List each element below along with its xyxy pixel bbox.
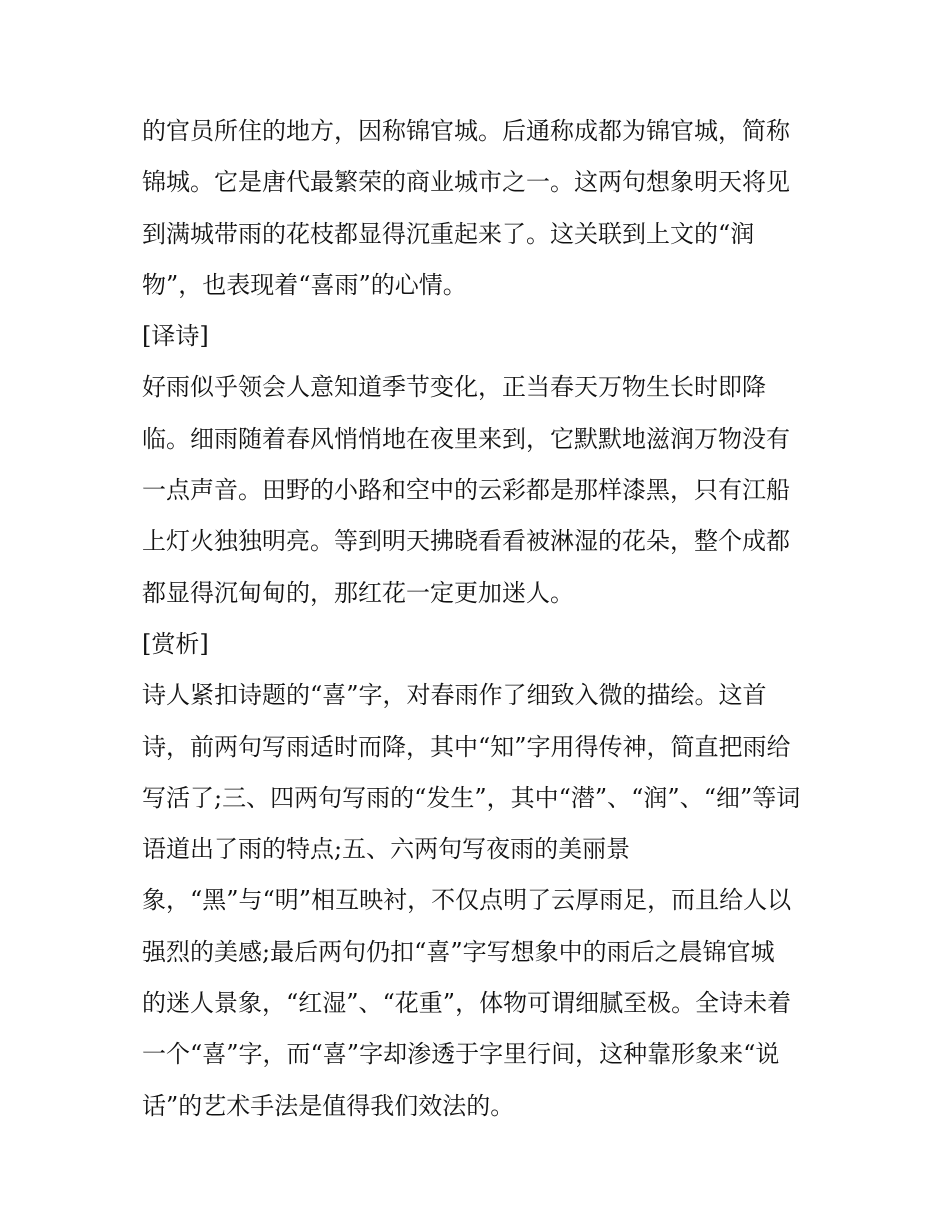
text-line: 的官员所住的地方，因称锦官城。后通称成都为锦官城，简称 — [142, 117, 790, 145]
text-line: 诗，前两句写雨适时而降，其中“知”字用得传神，简直把雨给 — [142, 732, 791, 761]
text-line: 写活了;三、四两句写雨的“发生”，其中“潜”、“润”、“细”等词 — [142, 783, 801, 812]
text-line: 象，“黑”与“明”相互映衬，不仅点明了云厚雨足，而且给人以 — [142, 886, 792, 915]
text-line: 强烈的美感;最后两句仍扣“喜”字写想象中的雨后之晨锦官城 — [142, 937, 775, 966]
text-line: 好雨似乎领会人意知道季节变化，正当春天万物生长时即降 — [142, 373, 766, 402]
text-line: 语道出了雨的特点;五、六两句写夜雨的美丽景 — [142, 835, 631, 864]
text-line: 诗人紧扣诗题的“喜”字，对春雨作了细致入微的描绘。这首 — [142, 681, 767, 710]
text-line: 都显得沉甸甸的，那红花一定更加迷人。 — [142, 578, 574, 607]
document-body — [142, 106, 822, 1132]
text-line: 一点声音。田野的小路和空中的云彩都是那样漆黑，只有江船 — [142, 476, 790, 505]
text-line: 临。细雨随着春风悄悄地在夜里来到，它默默地滋润万物没有 — [142, 424, 790, 453]
text-line: 上灯火独独明亮。等到明天拂晓看看被淋湿的花朵，整个成都 — [142, 527, 790, 556]
text-line: 到满城带雨的花枝都显得沉重起来了。这关联到上文的“润 — [142, 219, 755, 248]
section-heading-translation: [译诗] — [142, 322, 209, 351]
section-heading-appreciation: [赏析] — [142, 629, 209, 658]
text-line: 一个“喜”字，而“喜”字却渗透于字里行间，这种靠形象来“说 — [142, 1040, 780, 1069]
text-line: 物”，也表现着“喜雨”的心情。 — [142, 270, 467, 299]
text-line: 锦城。它是唐代最繁荣的商业城市之一。这两句想象明天将见 — [142, 168, 790, 197]
text-line: 话”的艺术手法是值得我们效法的。 — [142, 1091, 515, 1120]
text-line: 的迷人景象，“红湿”、“花重”，体物可谓细腻至极。全诗未着 — [142, 989, 792, 1018]
